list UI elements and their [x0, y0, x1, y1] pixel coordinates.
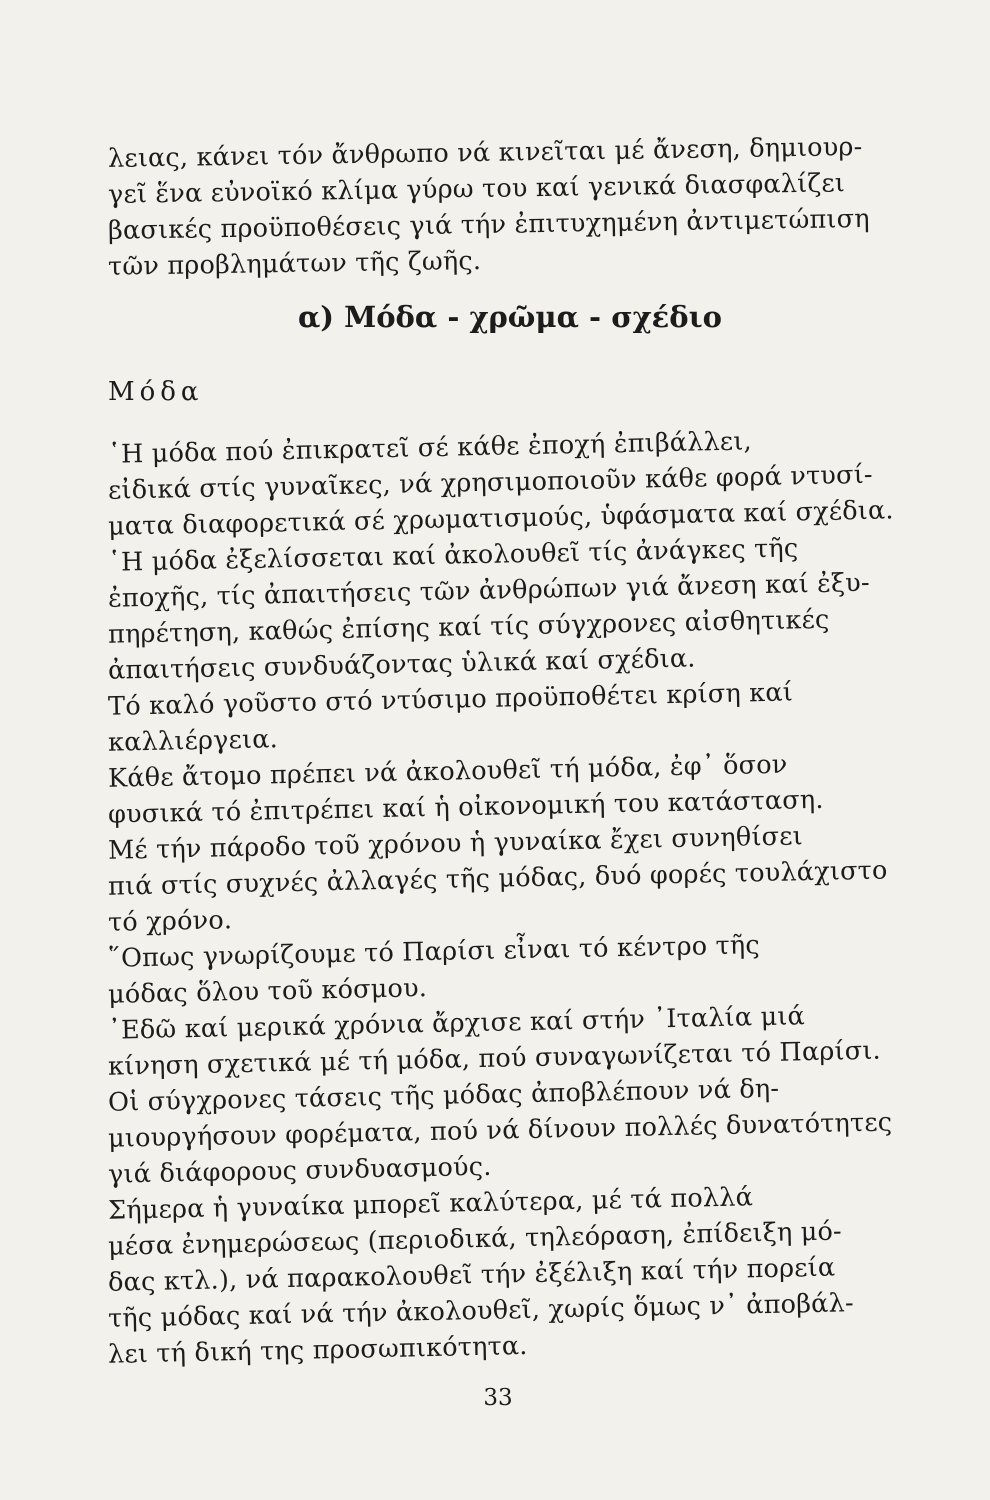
body-line-9: καλλιέργεια. [107, 724, 279, 758]
intro-line-2: γεῖ ἕνα εὐνοϊκό κλίμα γύρω του καί γενικά διασφαλίζει [107, 168, 846, 210]
body-line-11: φυσικά τό ἐπιτρέπει καί ἡ οἰκονομική του κατάσταση. [107, 784, 824, 830]
intro-line-1: λειας, κάνει τόν ἄνθρωπο νά κινεῖται μέ ἄνεση, δημιουρ- [107, 132, 863, 174]
body-line-25: τῆς μόδας καί νά τήν ἀκολουθεῖ, χωρίς ὅμως ν᾽ ἀποβάλ- [107, 1288, 855, 1334]
body-line-3: ματα διαφορετικά σέ χρωματισμούς, ὑφάσματα καί σχέδια. [107, 495, 895, 542]
body-line-17: ᾽Εδῶ καί μερικά χρόνια ἄρχισε καί στήν ᾽Ιταλία μιά [107, 1001, 806, 1046]
body-line-23: μέσα ἐνημερώσεως (περιοδικά, τηλεόραση, ἐπίδειξη μό- [107, 1216, 843, 1262]
body-line-19: Οἱ σύγχρονες τάσεις τῆς μόδας ἀποβλέπουν νά δη- [107, 1073, 780, 1118]
body-line-5: ἐποχῆς, τίς ἀπαιτήσεις τῶν ἀνθρώπων γιά ἄνεση καί ἐξυ- [107, 567, 871, 614]
body-line-14: τό χρόνο. [107, 905, 233, 938]
body-line-1: ῾Η μόδα πού ἐπικρατεῖ σέ κάθε ἐποχή ἐπιβάλλει, [107, 426, 753, 470]
body-line-4: ῾Η μόδα ἐξελίσσεται καί ἀκολουθεῖ τίς ἀνάγκες τῆς [107, 533, 799, 578]
body-line-2: εἰδικά στίς γυναῖκες, νά χρησιμοποιοῦν κάθε φορά ντυσί- [107, 459, 873, 506]
body-line-6: πηρέτηση, καθώς ἐπίσης καί τίς σύγχρονες αἰσθητικές [107, 604, 830, 650]
body-line-22: Σήμερα ἡ γυναίκα μπορεῖ καλύτερα, μέ τά πολλά [107, 1182, 754, 1226]
intro-line-4: τῶν προβλημάτων τῆς ζωῆς. [107, 245, 482, 282]
body-line-8: Τό καλό γοῦστο στό ντύσιμο προϋποθέτει κρίση καί [107, 677, 794, 722]
body-line-20: μιουργήσουν φορέματα, πού νά δίνουν πολλές δυνατότητες [107, 1107, 893, 1154]
body-line-10: Κάθε ἄτομο πρέπει νά ἀκολουθεῖ τή μόδα, ἐφ᾽ ὅσον [107, 749, 788, 794]
subheading-moda: Μόδα [108, 377, 204, 407]
page-number: 33 [483, 1385, 513, 1411]
body-line-13: πιά στίς συχνές ἀλλαγές τῆς μόδας, δυό φορές τουλάχιστο [107, 855, 888, 902]
body-line-12: Μέ τήν πάροδο τοῦ χρόνου ἡ γυναίκα ἔχει συνηθίσει [107, 821, 804, 866]
body-line-7: ἀπαιτήσεις συνδυάζοντας ὑλικά καί σχέδια. [107, 643, 696, 686]
body-line-21: γιά διάφορους συνδυασμούς. [107, 1151, 492, 1190]
body-line-18: κίνηση σχετικά μέ τή μόδα, πού συναγωνίζεται τό Παρίσι. [107, 1035, 882, 1082]
intro-line-3: βασικές προϋποθέσεις γιά τήν ἐπιτυχημένη ἀντιμετώπιση [107, 203, 870, 246]
body-line-24: δας κτλ.), νά παρακολουθεῖ τήν ἐξέλιξη καί τήν πορεία [107, 1252, 836, 1298]
body-line-16: μόδας ὅλου τοῦ κόσμου. [107, 973, 428, 1010]
body-line-15: ῞Οπως γνωρίζουμε τό Παρίσι εἶναι τό κέντρο τῆς [107, 930, 761, 974]
section-heading: α) Μόδα - χρῶμα - σχέδιο [297, 300, 722, 334]
body-line-26: λει τή δική της προσωπικότητα. [107, 1331, 528, 1370]
